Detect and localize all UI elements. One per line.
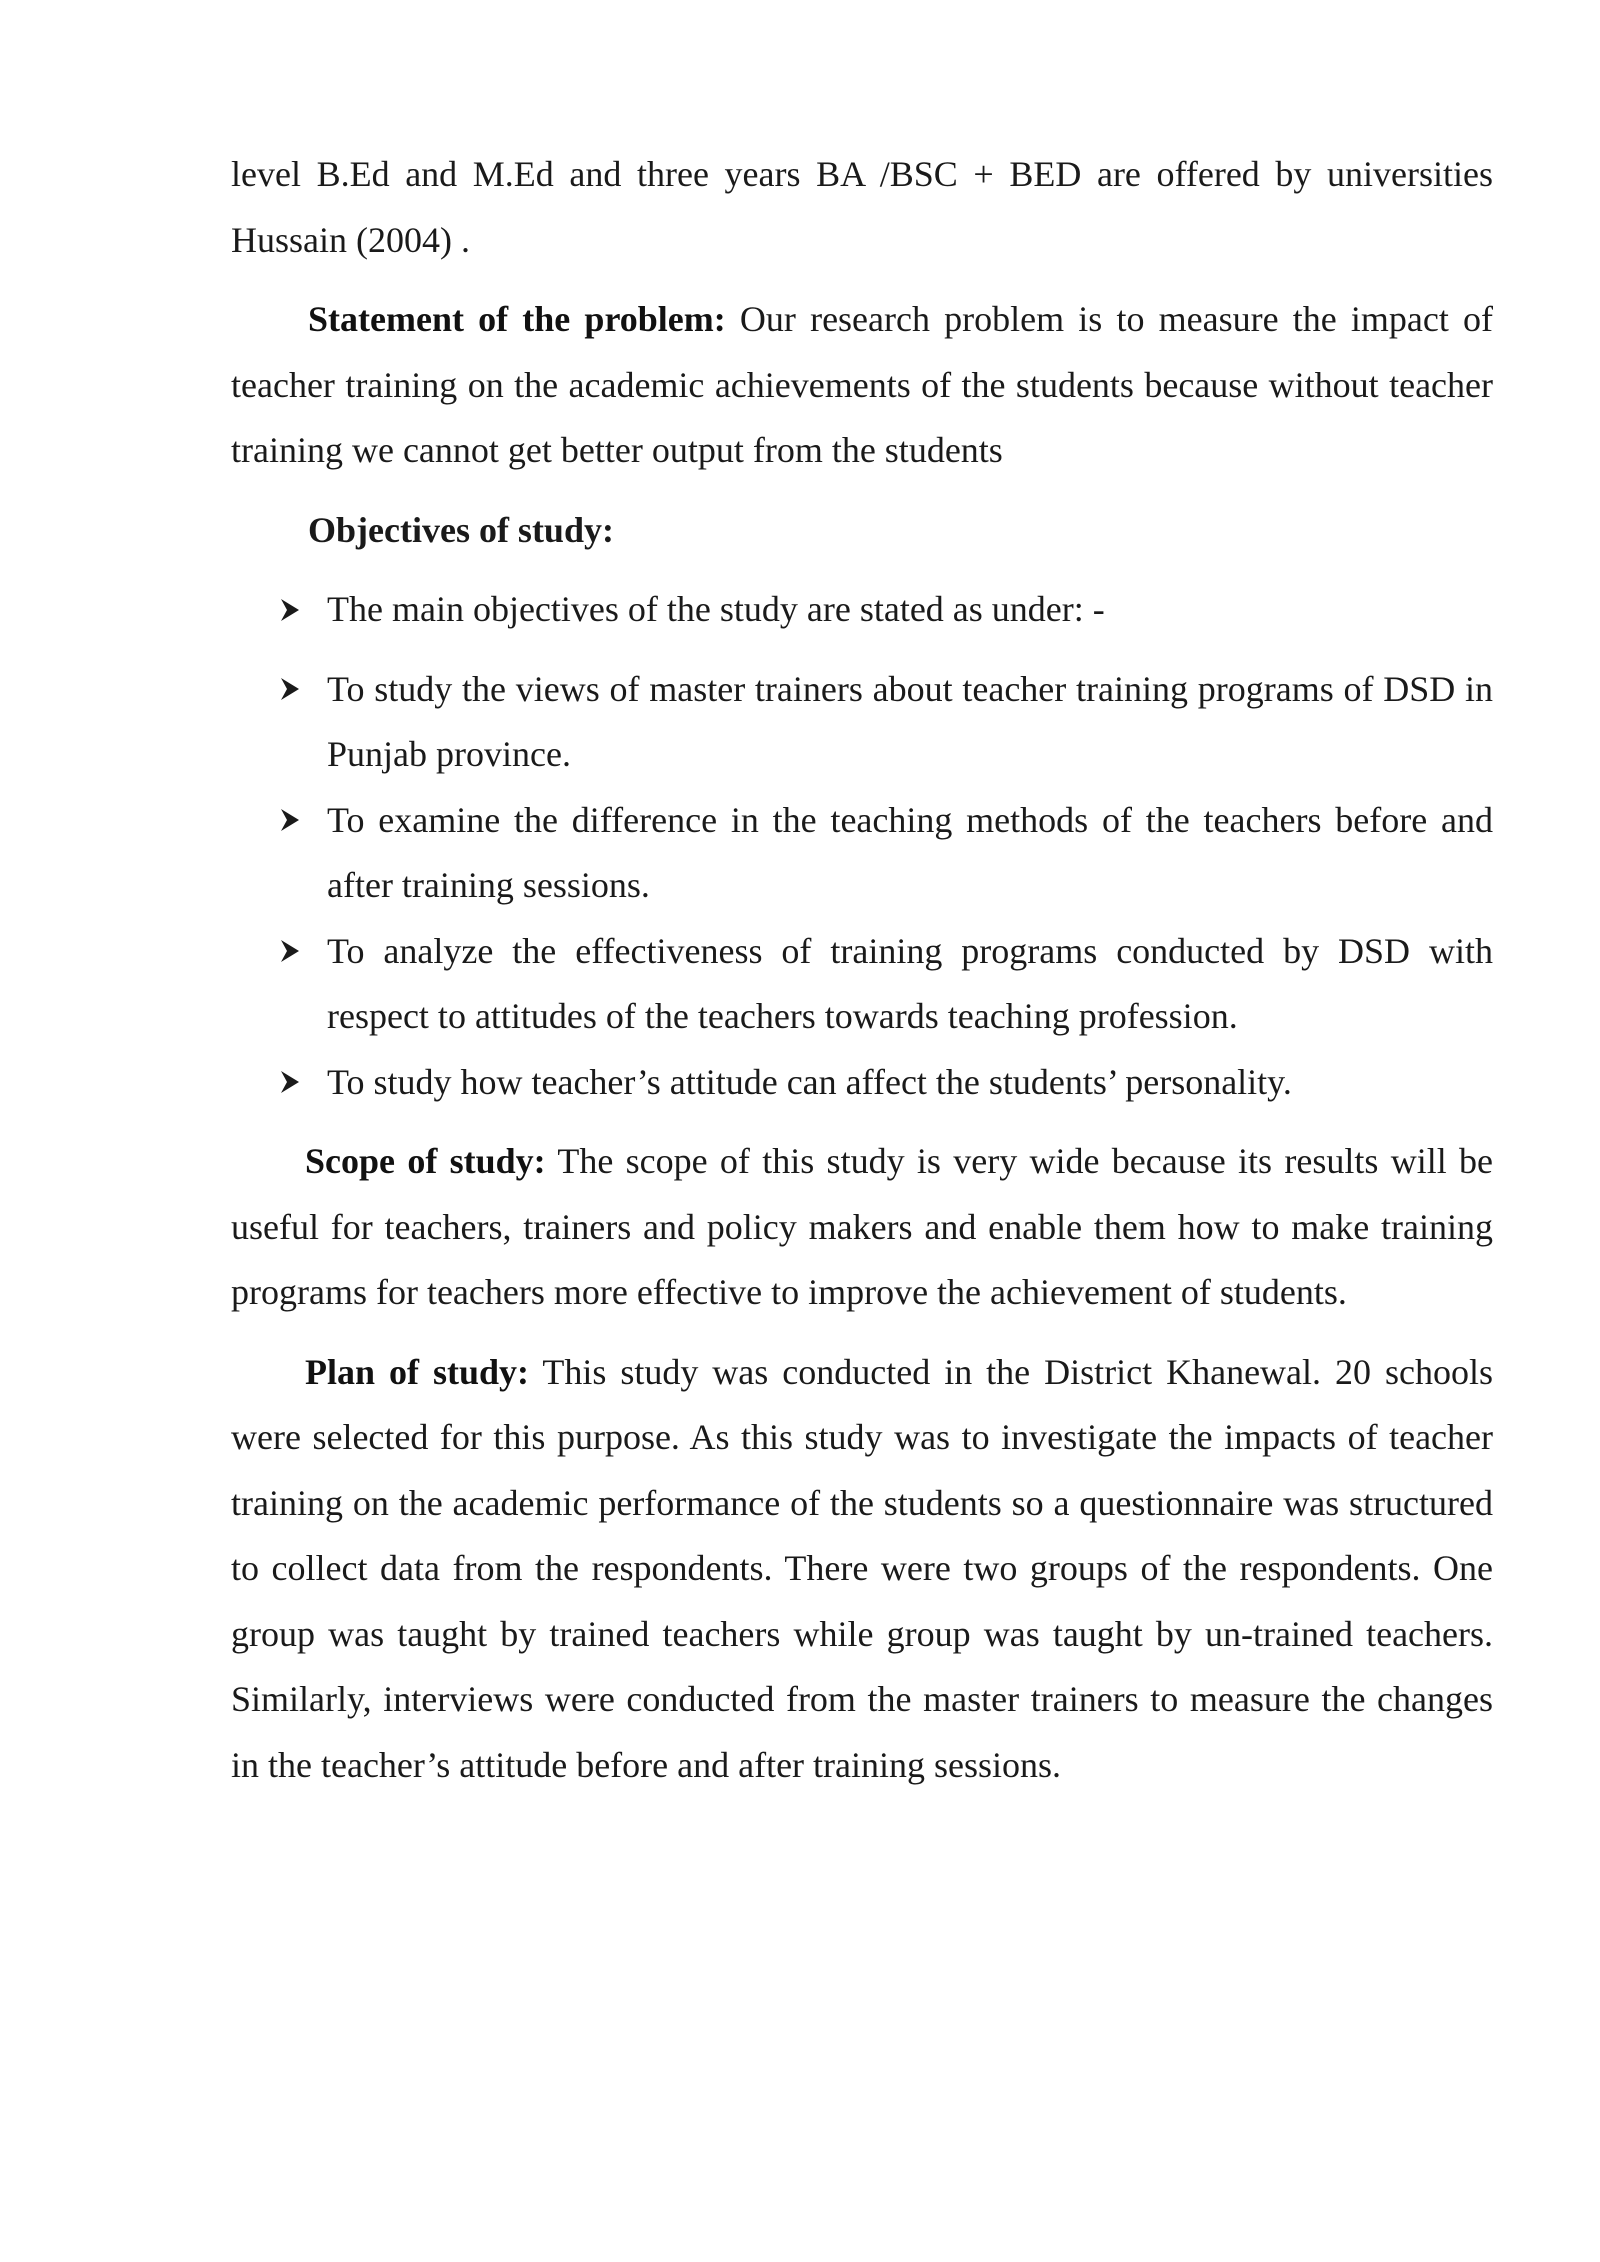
arrowhead-bullet-icon [279, 788, 309, 853]
statement-paragraph [231, 287, 1493, 484]
intro-paragraph: level B.Ed and M.Ed and three years BA /BSC + BED are offered by universities Hussain (2004) . [231, 154, 1493, 260]
plan-paragraph [231, 1340, 1493, 1799]
objectives-heading: Objectives of study: [308, 509, 614, 550]
objectives-list [231, 577, 1493, 1115]
objective-item [231, 577, 1493, 643]
arrowhead-bullet-icon [279, 919, 309, 984]
scope-paragraph [231, 1129, 1493, 1326]
objective-text: To study the views of master trainers about teacher training programs of DSD in Punjab province. [327, 668, 1493, 774]
objective-item [231, 788, 1493, 919]
statement-text: Our research problem is to measure the impact of teacher training on the academic achievements of the students because without teacher training we cannot get better output from the students [231, 299, 1493, 470]
objective-item [231, 919, 1493, 1050]
objective-text: To analyze the effectiveness of training programs conducted by DSD with respect to attitudes of the teachers towards teaching profession. [327, 930, 1493, 1036]
arrowhead-bullet-icon [279, 1050, 309, 1115]
objective-text: The main objectives of the study are stated as under: - [327, 589, 1105, 629]
arrowhead-bullet-icon [279, 657, 309, 722]
plan-text: This study was conducted in the District Khanewal. 20 schools were selected for this purpose. As this study was to investigate the impacts of teacher training on the academic performance of the students so a questionnaire was structured to collect data from the respondents. There were two groups of the respondents. One group was taught by trained teachers while group was taught by un-trained teachers. Similarly, interviews were conducted from the master trainers to measure the changes in the teacher’s attitude before and after training sessions. [231, 1351, 1494, 1785]
document-page [231, 142, 1493, 1798]
objective-item [231, 657, 1493, 788]
objective-item [231, 1050, 1493, 1116]
statement-label: Statement of the problem: [308, 299, 726, 339]
scope-label: Scope of study: [305, 1141, 546, 1181]
objective-text: To examine the difference in the teaching methods of the teachers before and after training sessions. [327, 799, 1493, 905]
scope-text: The scope of this study is very wide because its results will be useful for teachers, trainers and policy makers and enable them how to make training programs for teachers more effective to improve the achievement of students. [231, 1141, 1493, 1312]
plan-label: Plan of study: [305, 1351, 529, 1392]
objective-text: To study how teacher’s attitude can affect the students’ personality. [327, 1061, 1292, 1102]
arrowhead-bullet-icon [279, 577, 309, 642]
